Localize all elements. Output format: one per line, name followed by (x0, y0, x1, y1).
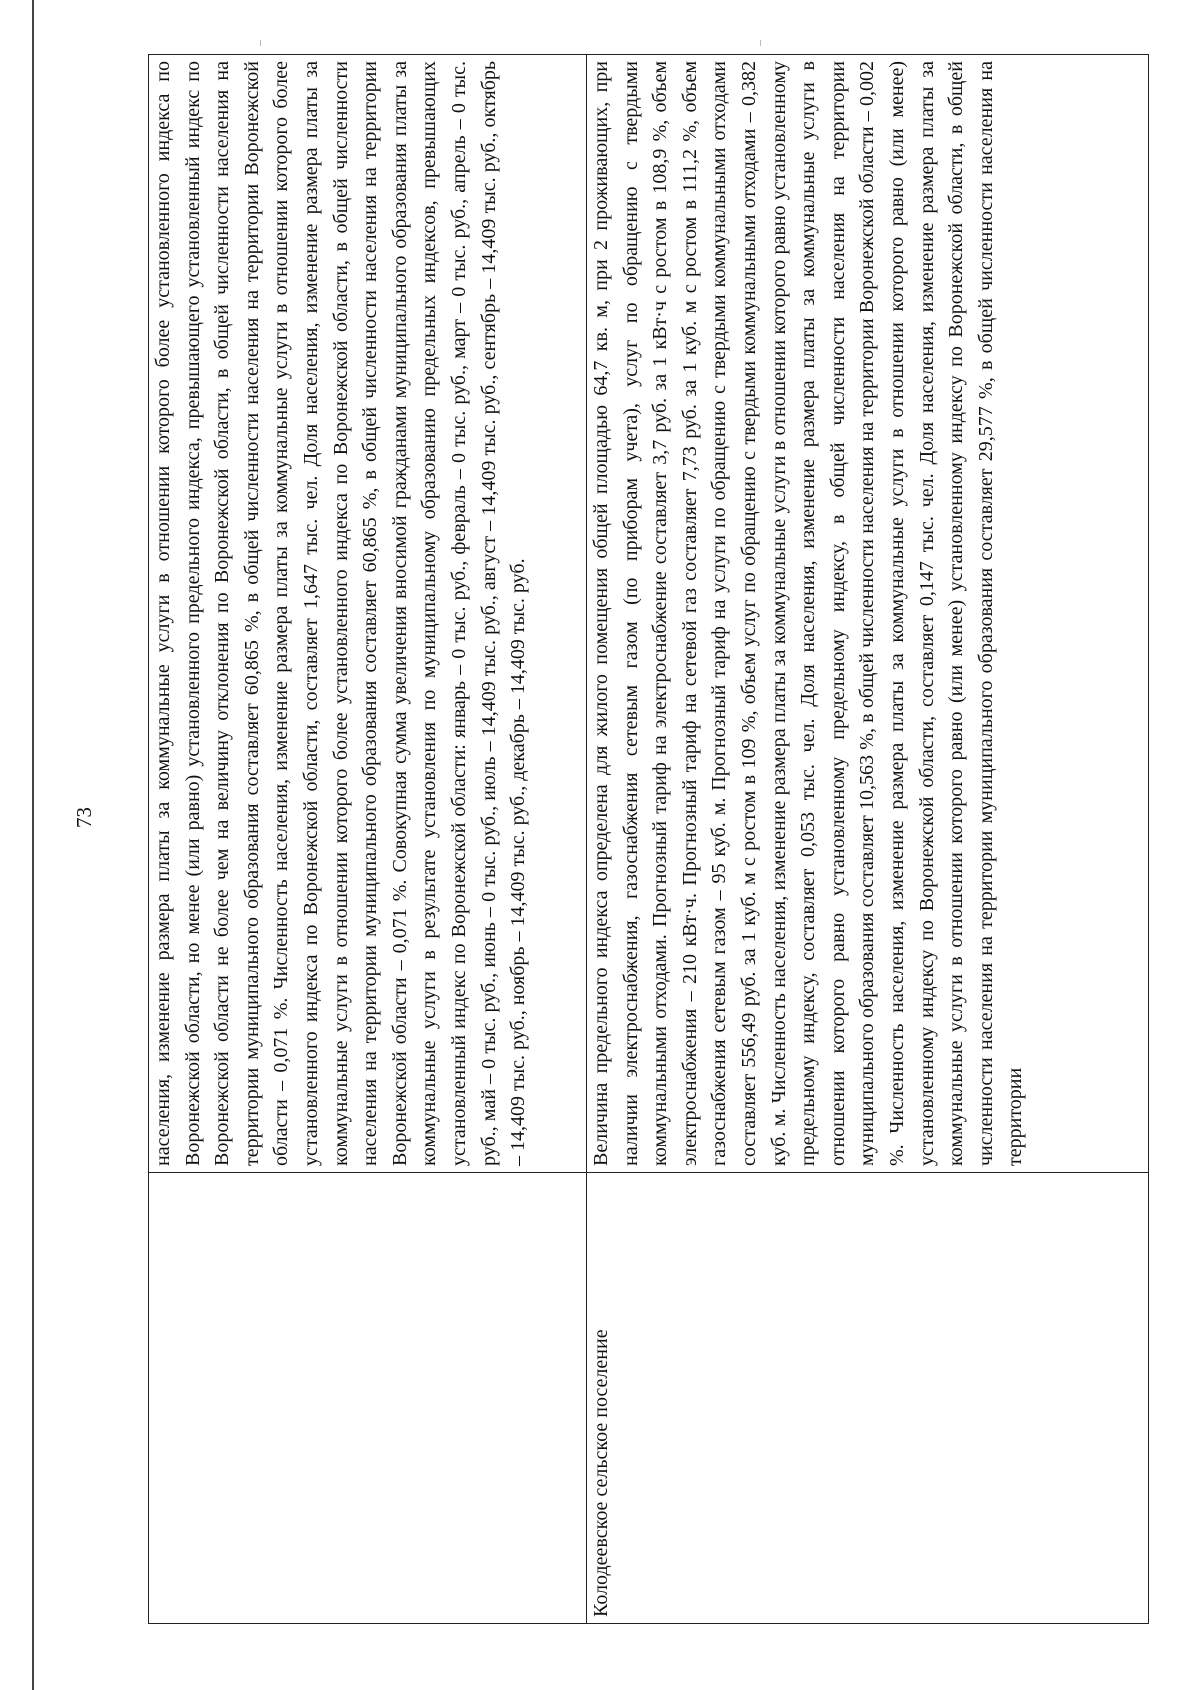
data-table (148, 54, 1149, 1624)
rotated-page-content (68, 54, 1148, 1624)
scan-mark (260, 40, 261, 46)
description-cell: Величина предельного индекса определена для жилого помещения общей площадью 64,7 кв. м, при 2 проживающих, при наличии электроснабжения, газоснабжения сетевым газом (по приборам учета), услуг по обращению с твердыми коммунальными отходами. Прогнозный тариф на электроснабжение составляет 3,7 руб. за 1 кВт·ч с ростом в 108,9 %, объем электроснабжения – 210 кВт·ч. Прогнозный тариф на сетевой газ составляет 7,73 руб. за 1 куб. м с ростом в 111,2 %, объем газоснабжения сетевым газом – 95 куб. м. Прогнозный тариф на услуги по обращению с твердыми коммунальными отходами составляет 556,49 руб. за 1 куб. м с ростом в 109 %, объем услуг по обращению с твердыми коммунальными отходами – 0,382 куб. м. Численность населения, изменение размера платы за коммунальные услуги в отношении которого равно установленному предельному индексу, составляет 0,053 тыс. чел. Доля населения, изменение размера платы за коммунальные услуги в отношении которого равно установленному предельному индексу, в общей численности населения на территории муниципального образования составляет 10,563 %, в общей численности населения на территории Воронежской области – 0,002 %. Численность населения, изменение размера платы за коммунальные услуги в отношении которого равно (или менее) установленному индексу по Воронежской области, составляет 0,147 тыс. чел. Доля населения, изменение размера платы за коммунальные услуги в отношении которого равно (или менее) установленному индексу по Воронежской области, в общей численности населения на территории муниципального образования составляет 29,577 %, в общей численности населения на территории (587, 55, 1149, 1173)
description-cell: населения, изменение размера платы за коммунальные услуги в отношении которого более установленного индекса по Воронежской области, но менее (или равно) установленного предельного индекса, превышающего установленный индекс по Воронежской области не более чем на величину отклонения по Воронежской области, в общей численности населения на территории муниципального образования составляет 60,865 %, в общей численности населения на территории Воронежской области – 0,071 %. Численность населения, изменение размера платы за коммунальные услуги в отношении которого более установленного индекса по Воронежской области, составляет 1,647 тыс. чел. Доля населения, изменение размера платы за коммунальные услуги в отношении которого более установленного индекса по Воронежской области, в общей численности населения на территории муниципального образования составляет 60,865 %, в общей численности населения на территории Воронежской области – 0,071 %. Совокупная сумма увеличения вносимой гражданами муниципального образования платы за коммунальные услуги в результате установления по муниципальному образованию предельных индексов, превышающих установленный индекс по Воронежской области: январь – 0 тыс. руб., февраль – 0 тыс. руб., март – 0 тыс. руб., апрель – 0 тыс. руб., май – 0 тыс. руб., июнь – 0 тыс. руб., июль – 14,409 тыс. руб., август – 14,409 тыс. руб., сентябрь – 14,409 тыс. руб., октябрь – 14,409 тыс. руб., ноябрь – 14,409 тыс. руб., декабрь – 14,409 тыс. руб. (149, 55, 587, 1173)
page-edge-line (32, 0, 34, 1690)
municipality-name-cell (149, 1173, 587, 1624)
municipality-name-cell: Колодеевское сельское поселение (587, 1173, 1149, 1624)
table-row (587, 55, 1149, 1624)
page-number: 73 (72, 807, 96, 828)
scan-mark (760, 40, 761, 46)
table-row (149, 55, 587, 1624)
